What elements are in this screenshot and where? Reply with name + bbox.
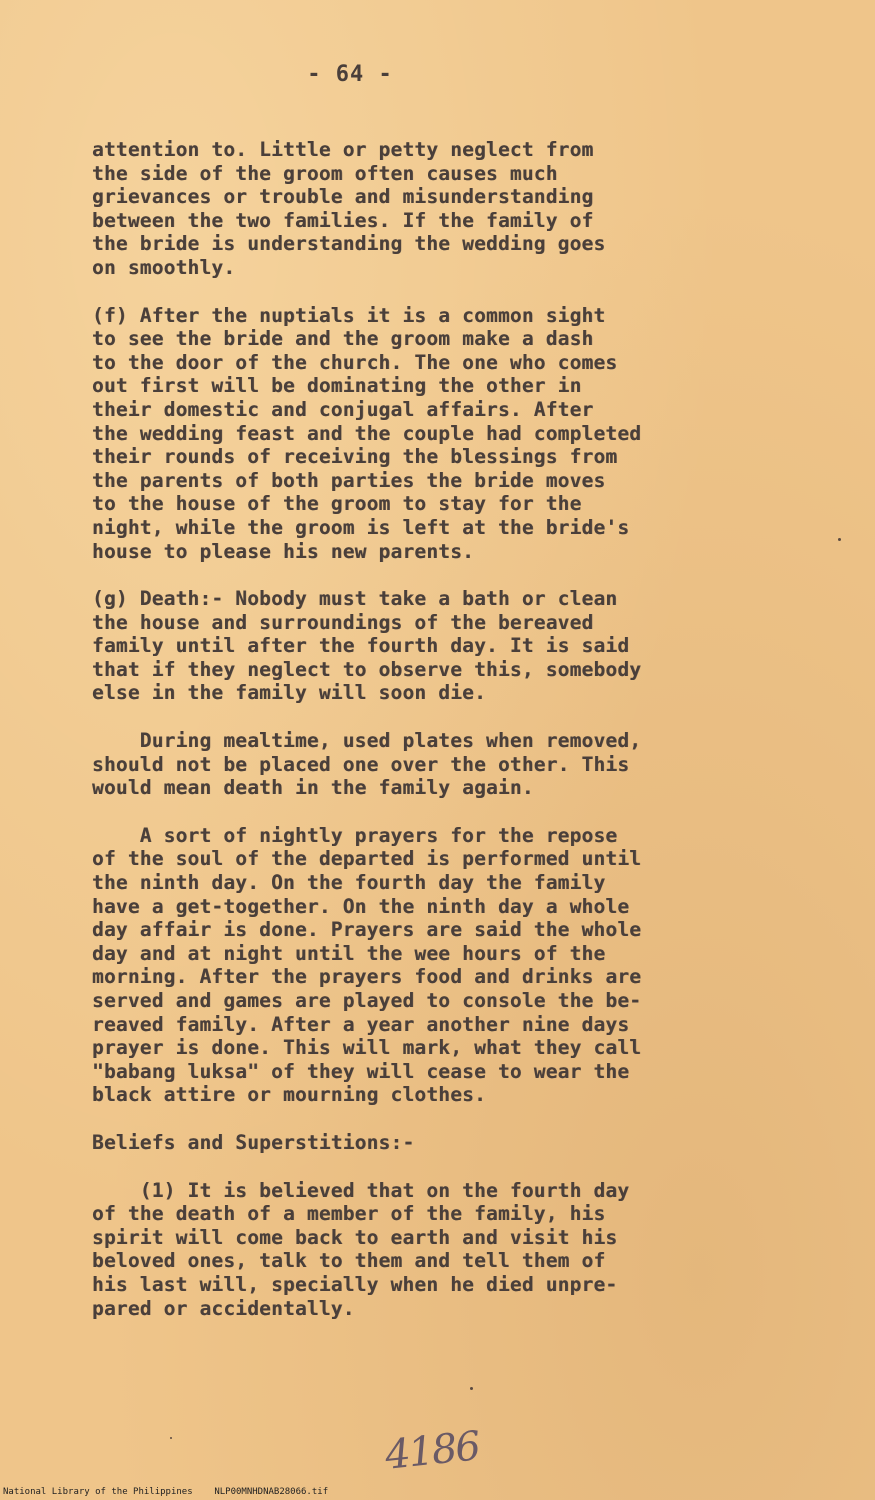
paragraph-nuptials: (f) After the nuptials it is a common sight to see the bride and the groom make a dash to the door of the church. The one who comes out first will be dominating the other in their domestic and conjugal affairs. After the wedding feast and the couple had completed their rounds of receiving the blessings from the parents of both parties the bride moves to the house of the groom to stay for the night, while the groom is left at the bride's house to please his new parents. [92,303,642,563]
ink-speck [838,538,841,541]
paragraph-wedding-neglect: attention to. Little or petty neglect from the side of the groom often causes much grievances or trouble and misunderstanding between the two families. If the family of the bride is understanding the wedding goes on smoothly. [92,138,606,279]
page-number: - 64 - [307,62,393,87]
paragraph-mealtime: During mealtime, used plates when removed, should not be placed one over the other. This would mean death in the family again. [92,729,642,800]
ink-speck [470,1387,473,1390]
archive-footer: National Library of the Philippines NLP00MNHDNAB28066.tif [3,1487,329,1497]
section-heading-beliefs: Beliefs and Superstitions:- [92,1130,415,1154]
paragraph-death: (g) Death:- Nobody must take a bath or clean the house and surroundings of the bereaved family until after the fourth day. It is said that if they neglect to observe this, somebody else in the family will soon die. [92,587,642,705]
ink-speck [170,1437,172,1439]
paragraph-belief-1: (1) It is believed that on the fourth day of the death of a member of the family, his spirit will come back to earth and visit his beloved ones, talk to them and tell them of his last will, specially when he died unpre- pared or accidentally. [92,1178,630,1320]
handwritten-catalog-number: 4186 [382,1423,481,1479]
paragraph-nightly-prayers: A sort of nightly prayers for the repose of the soul of the departed is performed until the ninth day. On the fourth day the family have a get-together. On the ninth day a whole day affair is done. Prayers are said the whole day and at night until the wee hours of the morning. After the prayers food and drinks are served and games are played to console the be- reaved family. After a year another nine days prayer is done. This will mark, what they call "babang luksa" of they will cease to wear the black attire or mourning clothes. [92,823,642,1107]
typed-text-body [92,138,792,1320]
